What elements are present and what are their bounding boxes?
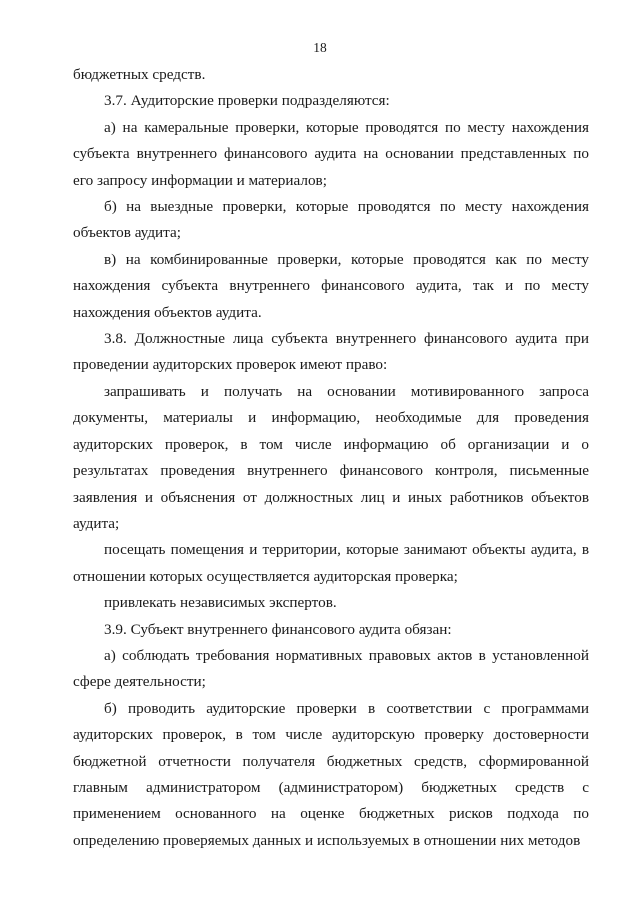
paragraph-3-8-visit: посещать помещения и территории, которые занимают объекты аудита, в отношении которых осуществляется аудиторская проверка; [73,541,589,585]
paragraph-3-8-request: запрашивать и получать на основании мотивированного запроса документы, материалы и информацию, необходимые для проведения аудиторских проверок, в том числе информацию об организации и о результатах проведения внутреннего финансового контроля, письменные заявления и объяснения от должностных лиц и иных работников объектов аудита; [73,382,589,532]
paragraph-3-8-heading: 3.8. Должностные лица субъекта внутреннего финансового аудита при проведении аудиторских проверок имеют право: [73,330,589,374]
document-body [73,62,589,854]
page-number: 18 [313,40,327,55]
paragraph-3-7-a: а) на камеральные проверки, которые проводятся по месту нахождения субъекта внутреннего финансового аудита на основании представленных по его запросу информации и материалов; [73,118,589,189]
paragraph-3-7-b: б) на выездные проверки, которые проводятся по месту нахождения объектов аудита; [73,198,589,242]
paragraph-3-9-heading: 3.9. Субъект внутреннего финансового аудита обязан: [104,620,452,638]
paragraph-3-9-a: а) соблюдать требования нормативных правовых актов в установленной сфере деятельности; [73,646,589,691]
paragraph-3-9-b: б) проводить аудиторские проверки в соответствии с программами аудиторских проверок, в том числе аудиторскую проверку достоверности бюджетной отчетности получателя бюджетных средств, сформированной главным администратором (администратором) бюджетных средств с применением основанного на оценке бюджетных рисков подхода по определению проверяемых данных и используемых в отношении них методов [73,699,589,849]
paragraph-continuation: бюджетных средств. [73,66,206,83]
paragraph-3-8-experts: привлекать независимых экспертов. [104,594,337,612]
paragraph-3-7-heading: 3.7. Аудиторские проверки подразделяются: [104,92,390,110]
paragraph-3-7-c: в) на комбинированные проверки, которые проводятся как по месту нахождения субъекта внутреннего финансового аудита, так и по месту нахождения объектов аудита. [73,250,589,321]
